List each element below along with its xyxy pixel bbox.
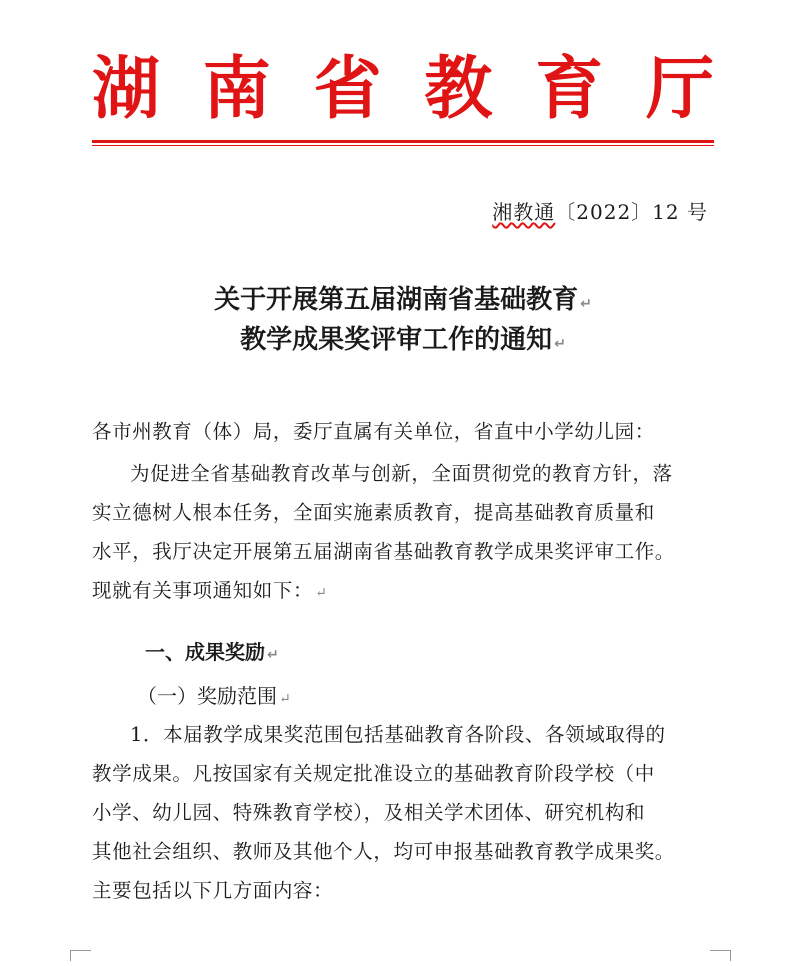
salutation: 各市州教育（体）局，委厅直属有关单位，省直中小学幼儿园： [92,420,655,443]
masthead-title [92,40,714,140]
paragraph-mark-icon: ↵ [279,691,291,707]
masthead-char: 省 [313,50,382,129]
masthead-char: 教 [424,50,493,129]
page-corner-mark [710,950,731,961]
paragraph-mark-icon: ↵ [554,336,566,352]
masthead-char: 湖 [92,50,161,129]
masthead-rule-thick [92,140,714,143]
intro-line: 实立德树人根本任务，全面实施素质教育，提高基础教育质量和 [92,501,655,524]
masthead-char: 育 [535,50,604,129]
intro-line-last: 现就有关事项通知如下： ↵ [92,579,328,602]
document-number [492,196,708,225]
item-line: 主要包括以下几方面内容： [92,879,334,902]
document-title-line-1: 关于开展第五届湖南省基础教育 ↵ [214,285,592,315]
masthead-char: 南 [202,50,271,129]
document-number-prefix: 湘教通 [492,200,556,224]
page-corner-mark [70,950,91,961]
section-heading: 一、成果奖励 ↵ [145,640,279,664]
document-number-rest: 〔2022〕12 号 [555,200,708,224]
item-line: 1．本届教学成果奖范围包括基础教育各阶段、各领域取得的 [130,723,666,746]
paragraph-mark-icon: ↵ [315,585,328,601]
paragraph-mark-icon: ↵ [267,647,279,663]
item-line: 其他社会组织、教师及其他个人，均可申报基础教育教学成果奖。 [92,840,675,863]
masthead-rule-thin [92,145,714,146]
masthead-char: 厅 [645,50,714,129]
intro-line: 为促进全省基础教育改革与创新，全面贯彻党的教育方针，落 [130,462,673,485]
item-line: 教学成果。凡按国家有关规定批准设立的基础教育阶段学校（中 [92,762,655,785]
subsection-heading: （一）奖励范围 ↵ [137,684,291,708]
intro-line: 水平，我厅决定开展第五届湖南省基础教育教学成果奖评审工作。 [92,540,675,563]
item-line: 小学、幼儿园、特殊教育学校），及相关学术团体、研究机构和 [92,801,646,824]
paragraph-mark-icon: ↵ [580,296,592,312]
item-paragraph [92,723,714,923]
document-title-line-2: 教学成果奖评审工作的通知 ↵ [240,325,566,355]
intro-paragraph [92,462,714,622]
